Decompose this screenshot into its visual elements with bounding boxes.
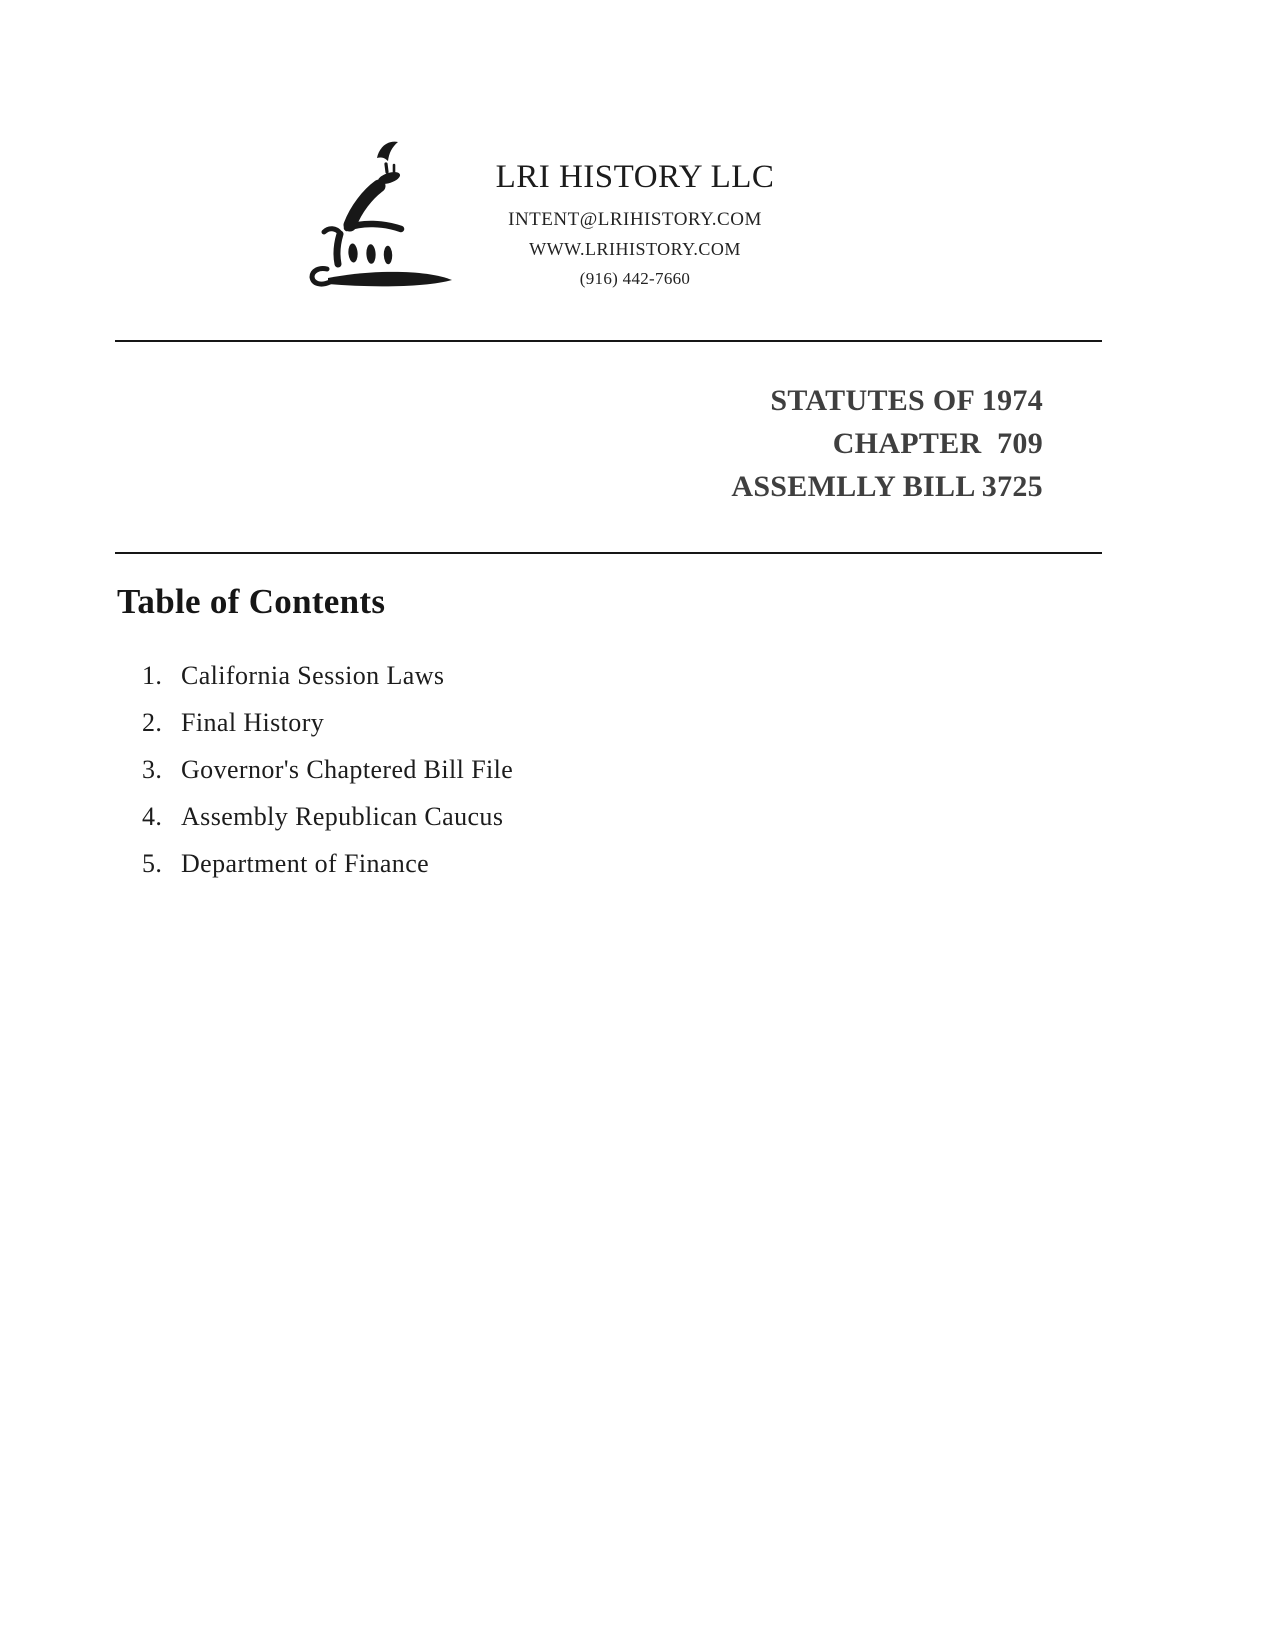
toc-item-label: Department of Finance [181,849,430,878]
company-phone: (916) 442-7660 [579,269,691,288]
toc-item [142,754,842,785]
toc-item [142,660,842,691]
toc-item-number: 4. [142,802,163,831]
company-website: WWW.LRIHISTORY.COM [529,239,741,259]
toc-item-number: 1. [142,661,163,690]
statutes-line: STATUTES OF 1974 [770,384,1043,417]
horizontal-rule-bottom [115,552,1102,554]
horizontal-rule-top [115,340,1102,342]
capitol-dome-logo [300,138,460,296]
toc-item-label: California Session Laws [181,661,445,690]
toc-heading: Table of Contents [117,582,386,621]
toc-item-label: Final History [181,708,325,737]
toc-item-label: Assembly Republican Caucus [181,802,504,831]
assembly-bill-line: ASSEMLLY BILL 3725 [731,470,1043,503]
toc-item [142,801,842,832]
chapter-line: CHAPTER 709 [832,427,1043,460]
toc-item-number: 3. [142,755,163,784]
toc-item-number: 5. [142,849,163,878]
toc-item [142,707,842,738]
letterhead [440,157,830,289]
company-email: INTENT@LRIHISTORY.COM [508,209,762,230]
toc-item-number: 2. [142,708,163,737]
statute-reference-block [115,379,1043,508]
toc-item [142,848,842,879]
toc-list [142,660,842,895]
company-name: LRI HISTORY LLC [495,159,775,195]
toc-item-label: Governor's Chaptered Bill File [181,755,514,784]
capitol-dome-sketch-icon [300,138,460,296]
